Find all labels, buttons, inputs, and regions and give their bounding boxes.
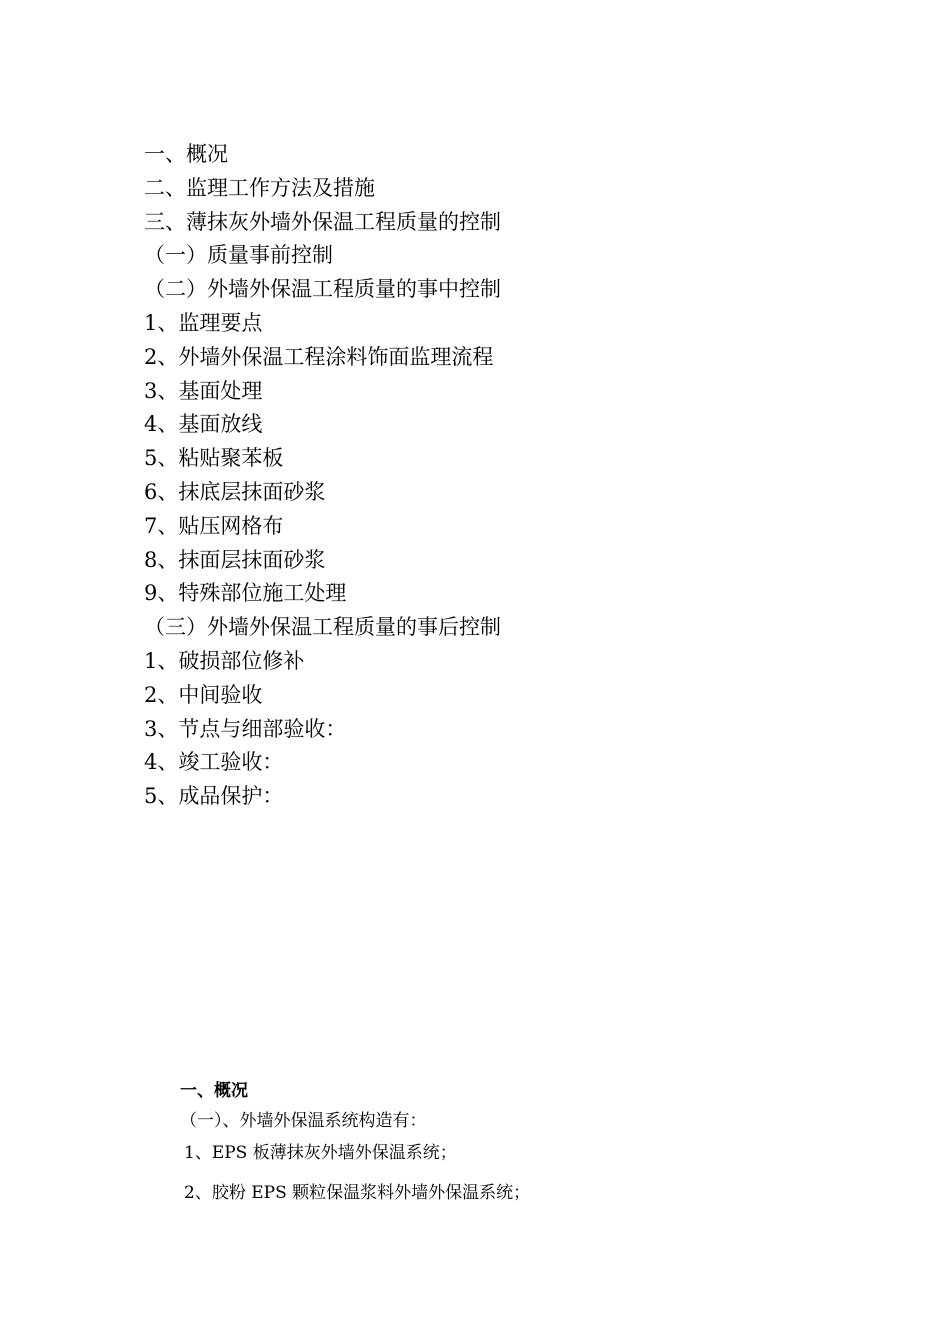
toc-item: 3、节点与细部验收： [144, 716, 347, 741]
toc-item: （一）质量事前控制 [144, 243, 333, 268]
toc-item: 7、贴压网格布 [144, 513, 284, 538]
toc-item: 二、监理工作方法及措施 [144, 175, 375, 200]
toc-item: 2、外墙外保温工程涂料饰面监理流程 [144, 344, 494, 369]
toc-item: 1、破损部位修补 [144, 648, 305, 673]
toc-item: 4、基面放线 [144, 412, 263, 437]
toc-item: 5、粘贴聚苯板 [144, 446, 284, 471]
toc-item: 1、监理要点 [144, 310, 263, 335]
overview-section [180, 1078, 880, 1206]
toc-item: 三、薄抹灰外墙外保温工程质量的控制 [144, 209, 501, 234]
table-of-contents [144, 138, 844, 814]
section-heading: 一、概况 [180, 1081, 248, 1101]
toc-item: （二）外墙外保温工程质量的事中控制 [144, 277, 501, 302]
section-subheading: （一）、外墙外保温系统构造有： [180, 1111, 427, 1131]
toc-item: 2、中间验收 [144, 682, 263, 707]
toc-item: 5、成品保护： [144, 784, 284, 809]
list-item: 1、EPS 板薄抹灰外墙外保温系统； [184, 1143, 457, 1163]
toc-item: 8、抹面层抹面砂浆 [144, 547, 326, 572]
toc-item: （三）外墙外保温工程质量的事后控制 [144, 615, 501, 640]
list-item: 2、胶粉 EPS 颗粒保温浆料外墙外保温系统； [184, 1183, 531, 1203]
toc-item: 9、特殊部位施工处理 [144, 581, 347, 606]
toc-item: 6、抹底层抹面砂浆 [144, 479, 326, 504]
toc-item: 3、基面处理 [144, 378, 263, 403]
toc-item: 4、竣工验收： [144, 750, 284, 775]
toc-item: 一、概况 [144, 142, 228, 166]
